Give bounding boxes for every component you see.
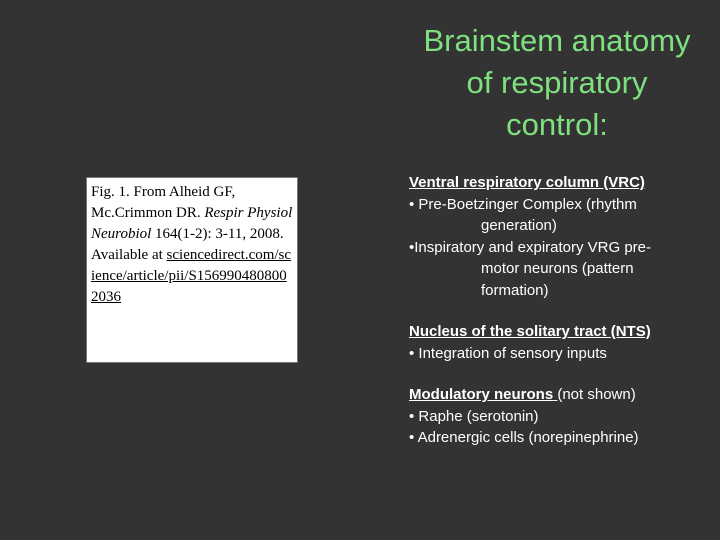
- section-vrc: [409, 172, 714, 301]
- bullet-raphe: • Raphe (serotonin): [409, 407, 539, 425]
- modulatory-note: (not shown): [557, 386, 636, 403]
- content-panel: [409, 172, 714, 469]
- bullet-vrg-cont-1: motor neurons (pattern: [481, 260, 634, 277]
- section-heading-modulatory: Modulatory neurons: [409, 386, 558, 403]
- bullet-pre-boetzinger: • Pre-Boetzinger Complex (rhythm: [409, 195, 637, 213]
- citation-details: 164(1-2): 3-11, 2008. Available at: [91, 226, 284, 263]
- title-line-1: Brainstem anatomy: [423, 23, 691, 58]
- section-modulatory: [409, 384, 714, 449]
- bullet-vrg: •Inspiratory and expiratory VRG pre-: [409, 238, 652, 256]
- bullet-adrenergic: • Adrenergic cells (norepinephrine): [409, 429, 639, 446]
- citation-link[interactable]: sciencedirect.com/science/article/pii/S1569904808002036: [91, 247, 292, 305]
- bullet-pre-boetzinger-cont: generation): [481, 217, 557, 234]
- section-heading-nts: Nucleus of the solitary tract (NTS): [409, 323, 651, 340]
- bullet-sensory-integration: • Integration of sensory inputs: [409, 344, 607, 362]
- citation-journal: Respir Physiol Neurobiol: [91, 205, 293, 242]
- title-line-2: of respiratory: [466, 65, 648, 100]
- slide-title: [398, 20, 716, 146]
- bullet-vrg-cont-2: formation): [481, 281, 549, 299]
- citation-box: [86, 177, 298, 363]
- section-nts: [409, 321, 714, 364]
- title-line-3: control:: [506, 107, 608, 142]
- section-heading-vrc: Ventral respiratory column (VRC): [409, 174, 645, 191]
- citation-prefix: Fig. 1. From Alheid GF, Mc.Crimmon DR.: [91, 184, 236, 221]
